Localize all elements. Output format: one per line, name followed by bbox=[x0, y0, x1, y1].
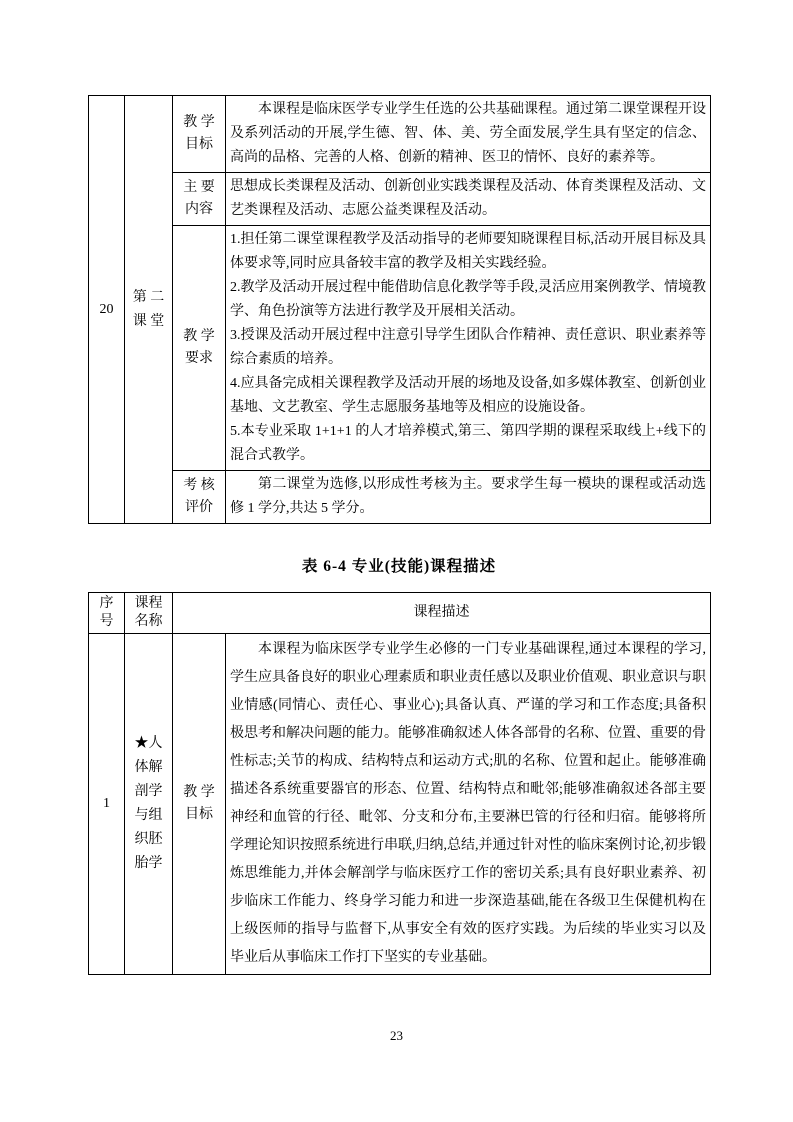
requirement-item: 5.本专业采取 1+1+1 的人才培养模式,第三、第四学期的课程采取线上+线下的混合式教学。 bbox=[230, 424, 706, 463]
section-content-teaching-requirements bbox=[226, 226, 711, 471]
section-label-line: 目标 bbox=[185, 137, 213, 152]
course-name-line: 织胚 bbox=[134, 832, 163, 847]
paragraph: 思想成长类课程及活动、创新创业实践类课程及活动、体育类课程及活动、文艺类课程及活动、志愿公益类课程及活动。 bbox=[230, 179, 706, 218]
section-label-main-content bbox=[173, 173, 226, 226]
section-label-line: 考 核 bbox=[183, 478, 215, 493]
table-row-teaching-requirements bbox=[89, 226, 711, 471]
requirement-item: 4.应具备完成相关课程教学及活动开展的场地及设备,如多媒体教室、创新创业基地、文艺教室、学生志愿服务基地等及相应的设施设备。 bbox=[230, 376, 706, 415]
header-course-name-line: 名称 bbox=[134, 614, 163, 629]
course-name-cell bbox=[125, 634, 173, 975]
course-number-cell: 20 bbox=[89, 96, 125, 524]
requirement-item: 1.担任第二课堂课程教学及活动指导的老师要知晓课程目标,活动开展目标及具体要求等,同时应具备较丰富的教学及相关实践经验。 bbox=[230, 232, 706, 271]
section-label-line: 内容 bbox=[185, 202, 213, 217]
course-name-line: 胎学 bbox=[134, 856, 163, 871]
paragraph: 本课程为临床医学专业学生必修的一门专业基础课程,通过本课程的学习,学生应具备良好的职业心理素质和职业责任感以及职业价值观、职业意识与职业情感(同情心、责任心、事业心);具备认真、严谨的学习和工作态度;具备积极思考和解决问题的能力。能够准确叙述人体各部骨的名称、位置、重要的骨性标志;关节的构成、结构特点和运动方式;肌的名称、位置和起止。能够准确描述各系统重要器官的形态、位置、结构特点和毗邻;能够准确叙述各部主要神经和血管的行径、毗邻、分支和分布,主要淋巴管的行径和归宿。能够将所学理论知识按照系统进行串联,归纳,总结,并通过针对性的临床案例讨论,初步锻炼思维能力,并体会解剖学与临床医疗工作的密切关系;具有良好职业素养、初步临床工作能力、终身学习能力和进一步深造基础,能在各级卫生保健机构在上级医师的指导与监督下,从事安全有效的医疗实践。为后续的毕业实习以及毕业后从事临床工作打下坚实的专业基础。 bbox=[230, 642, 706, 965]
section-label-teaching-goal bbox=[173, 634, 226, 975]
requirement-item: 3.授课及活动开展过程中注意引导学生团队合作精神、责任意识、职业素养等综合素质的培养。 bbox=[230, 328, 706, 367]
second-classroom-course-table bbox=[88, 95, 711, 524]
course-name-line: 剖学 bbox=[134, 784, 163, 799]
course-name-line: 第 二 bbox=[132, 289, 165, 305]
section-content-teaching-goal bbox=[226, 634, 711, 975]
paragraph: 本课程是临床医学专业学生任选的公共基础课程。通过第二课堂课程开设及系列活动的开展,学生德、智、体、美、劳全面发展,学生具有坚定的信念、高尚的品格、完善的人格、创新的精神、医卫的情怀、良好的素养等。 bbox=[230, 102, 706, 165]
section-label-teaching-requirements bbox=[173, 226, 226, 471]
requirement-item: 2.教学及活动开展过程中能借助信息化教学等手段,灵活应用案例教学、情境教学、角色扮演等方法进行教学及开展相关活动。 bbox=[230, 280, 706, 319]
header-course-name-line: 课程 bbox=[134, 596, 163, 611]
course-name-cell bbox=[125, 96, 173, 524]
section-content-main-content bbox=[226, 173, 711, 226]
page-content bbox=[88, 95, 710, 975]
course-name-line: 体解 bbox=[134, 760, 163, 775]
professional-skills-course-table bbox=[88, 592, 711, 975]
course-number-cell: 1 bbox=[89, 634, 125, 975]
section-label-line: 主 要 bbox=[183, 180, 215, 195]
section-label-line: 教 学 bbox=[183, 329, 215, 344]
header-course-description: 课程描述 bbox=[173, 593, 711, 634]
section-label-line: 评价 bbox=[185, 500, 213, 515]
section-label-line: 要求 bbox=[185, 351, 213, 366]
page-number: 23 bbox=[390, 1028, 403, 1043]
section-label-line: 教 学 bbox=[183, 115, 215, 130]
table-row-anatomy-course bbox=[89, 634, 711, 975]
section-label-teaching-goal bbox=[173, 96, 226, 173]
table-row-main-content bbox=[89, 173, 711, 226]
table-header-row bbox=[89, 593, 711, 634]
section-label-line: 教 学 bbox=[183, 785, 215, 800]
section-content-teaching-goal bbox=[226, 96, 711, 173]
header-course-name bbox=[125, 593, 173, 634]
section-label-line: 目标 bbox=[185, 807, 213, 822]
course-name-line: ★人 bbox=[134, 736, 163, 751]
section-label-assessment bbox=[173, 471, 226, 524]
course-name-line: 课 堂 bbox=[132, 313, 165, 329]
paragraph: 第二课堂为选修,以形成性考核为主。要求学生每一模块的课程或活动选修 1 学分,共达 5 学分。 bbox=[230, 477, 706, 516]
table-row-assessment bbox=[89, 471, 711, 524]
section-content-assessment bbox=[226, 471, 711, 524]
course-name-line: 与组 bbox=[134, 808, 163, 823]
table-row-teaching-goal bbox=[89, 96, 711, 173]
header-number: 序号 bbox=[89, 593, 125, 634]
table-6-4-title: 表 6-4 专业(技能)课程描述 bbox=[301, 558, 497, 575]
